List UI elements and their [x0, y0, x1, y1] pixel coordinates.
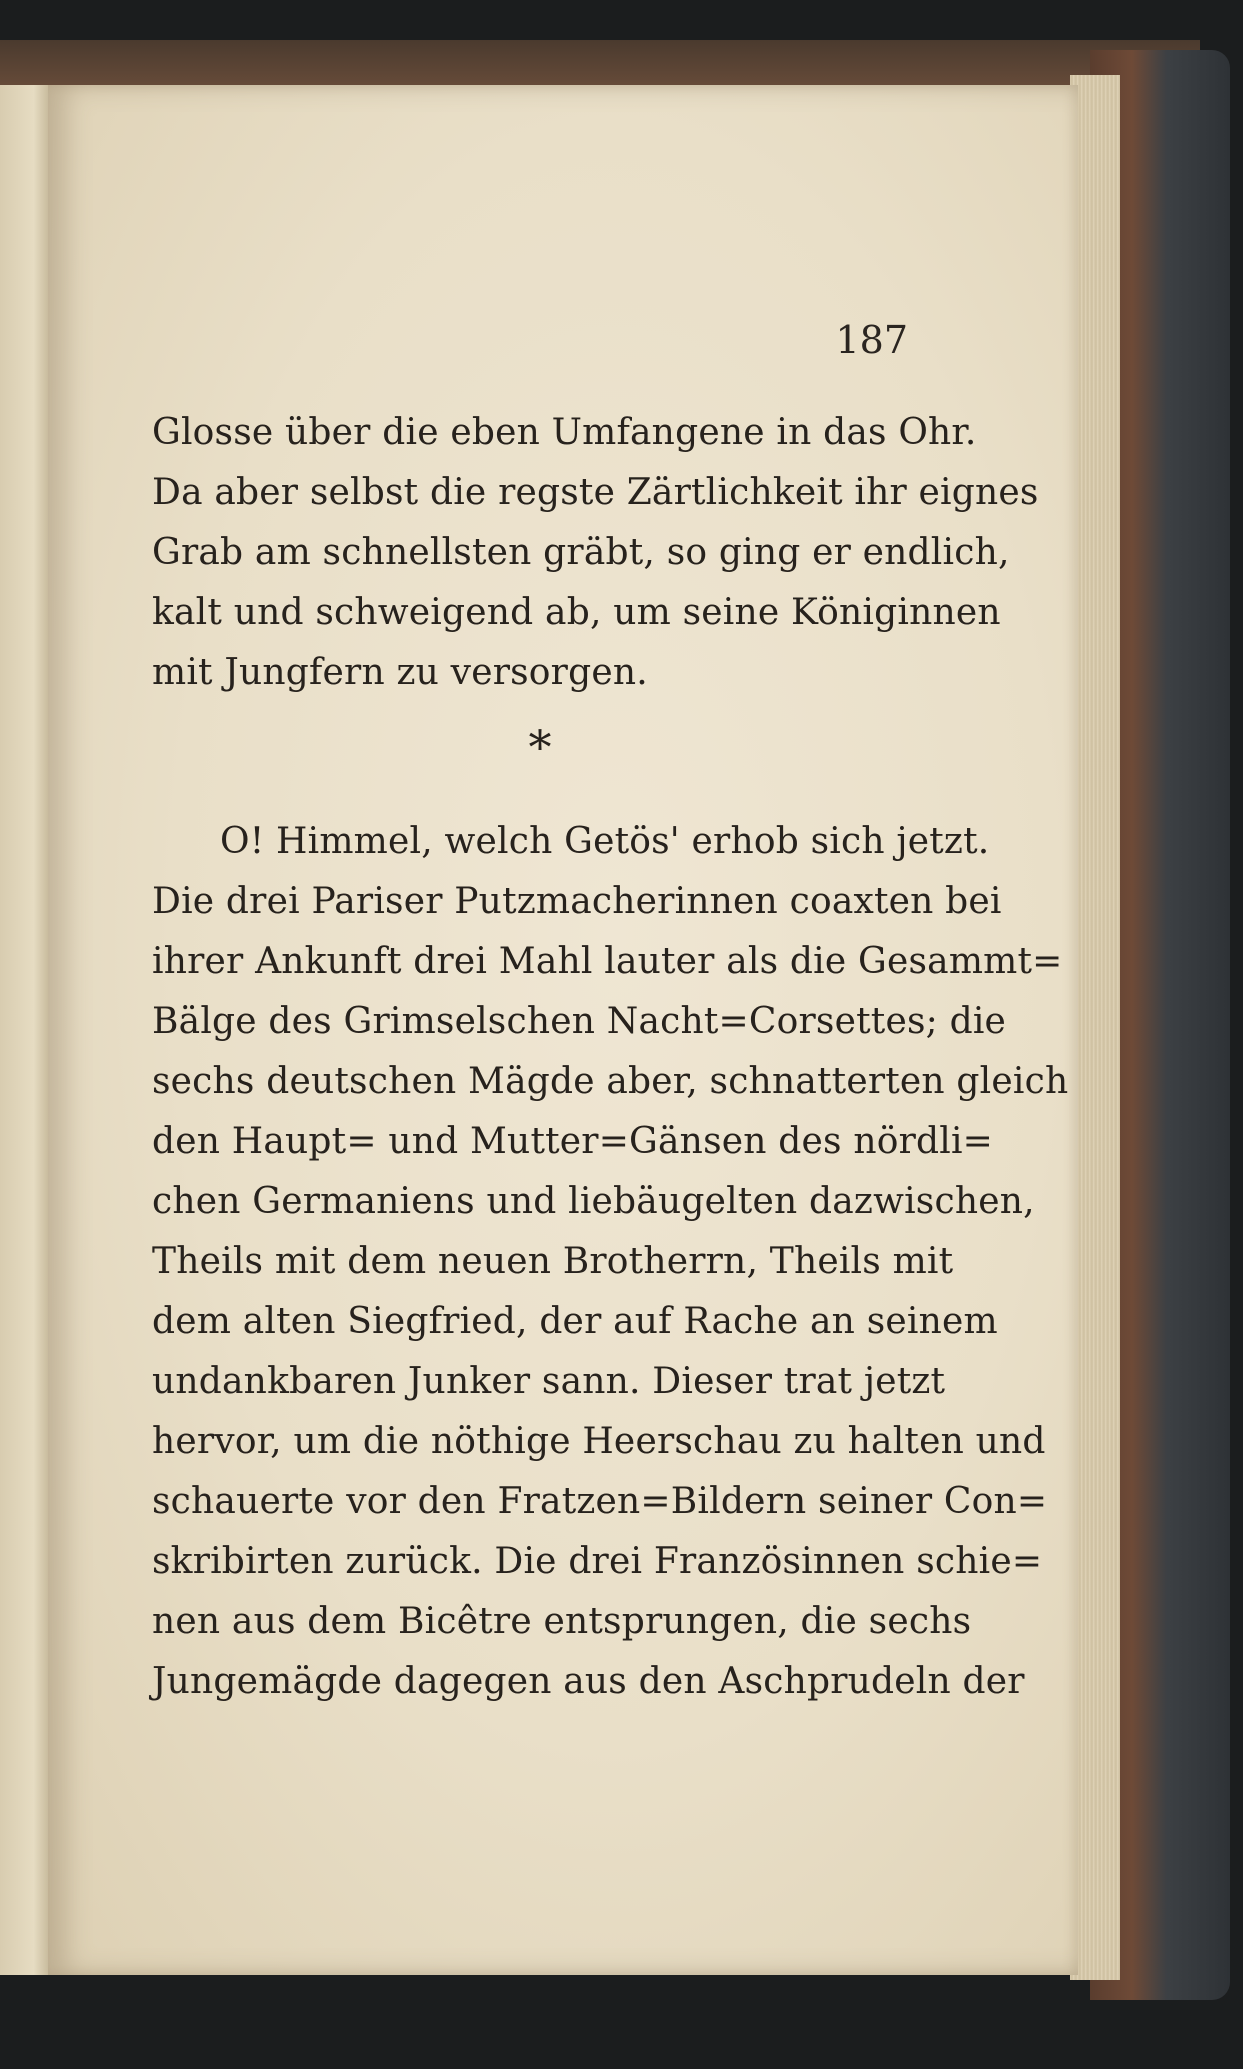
text-line: dem alten Siegfried, der auf Rache an seinem: [152, 1301, 998, 1342]
text-line: Bälge des Grimselschen Nacht=Corsettes; die: [152, 1001, 1007, 1042]
text-line: nen aus dem Bicêtre entsprungen, die sechs: [152, 1601, 972, 1642]
text-line: sechs deutschen Mägde aber, schnatterten gleich: [152, 1061, 1069, 1102]
text-line: undankbaren Junker sann. Dieser trat jetzt: [152, 1361, 946, 1402]
section-separator: *: [528, 720, 552, 774]
text-line: den Haupt= und Mutter=Gänsen des nördli=: [152, 1121, 994, 1162]
text-line: schauerte vor den Fratzen=Bildern seiner Con=: [152, 1481, 1048, 1522]
paragraph-2: [152, 812, 1069, 1712]
text-line: Da aber selbst die regste Zärtlichkeit ihr eignes: [152, 472, 1039, 513]
text-line: hervor, um die nöthige Heerschau zu halten und: [152, 1421, 1046, 1462]
text-line: O! Himmel, welch Getös' erhob sich jetzt.: [220, 821, 990, 862]
text-line: Die drei Pariser Putzmacherinnen coaxten bei: [152, 881, 1002, 922]
text-line: kalt und schweigend ab, um seine Königinnen: [152, 592, 1001, 633]
text-line: Jungemägde dagegen aus den Aschprudeln der: [152, 1661, 1025, 1702]
previous-page-edge: [0, 85, 50, 1975]
text-line: chen Germaniens und liebäugelten dazwischen,: [152, 1181, 1035, 1222]
text-line: mit Jungfern zu versorgen.: [152, 652, 648, 693]
text-line: ihrer Ankunft drei Mahl lauter als die Gesammt=: [152, 941, 1063, 982]
text-line: Theils mit dem neuen Brotherrn, Theils mit: [152, 1241, 954, 1282]
page-number: 187: [835, 318, 908, 362]
text-line: Glosse über die eben Umfangene in das Ohr.: [152, 412, 977, 453]
text-line: skribirten zurück. Die drei Französinnen schie=: [152, 1541, 1043, 1582]
text-line: Grab am schnellsten gräbt, so ging er endlich,: [152, 532, 1010, 573]
paragraph-1: [152, 403, 1039, 703]
